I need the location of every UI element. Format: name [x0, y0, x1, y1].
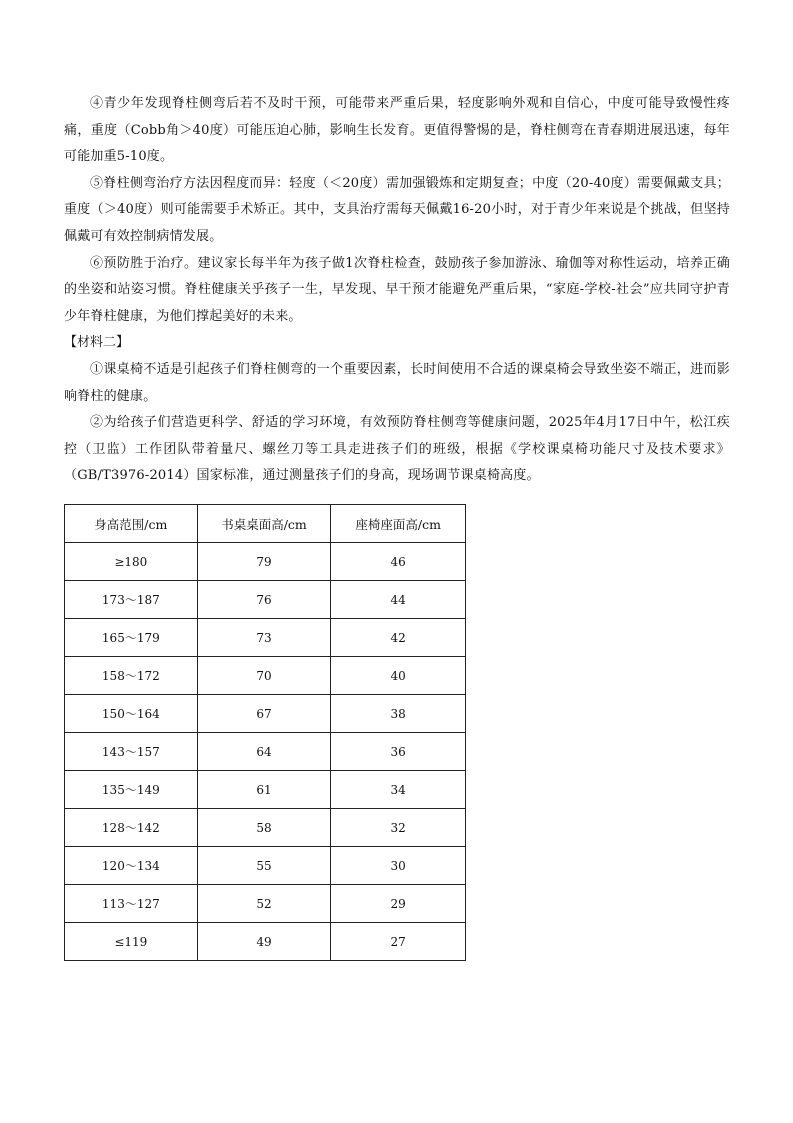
header-chair-height: 座椅座面高/cm — [331, 505, 466, 543]
table-row — [65, 923, 466, 961]
cell-height-range: 120～134 — [65, 847, 198, 885]
cell-desk-height: 73 — [197, 619, 331, 657]
cell-desk-height: 70 — [197, 657, 331, 695]
cell-chair-height: 44 — [331, 581, 466, 619]
cell-chair-height: 42 — [331, 619, 466, 657]
table-row — [65, 581, 466, 619]
cell-height-range: ≤119 — [65, 923, 198, 961]
table-row — [65, 695, 466, 733]
cell-height-range: 113～127 — [65, 885, 198, 923]
material-2-paragraph-2: ②为给孩子们营造更科学、舒适的学习环境，有效预防脊柱侧弯等健康问题，2025年4月17日中午，松江疾控（卫监）工作团队带着量尺、螺丝刀等工具走进孩子们的班级，根据《学校课桌椅功能尺寸及技术要求》（GB/T3976-2014）国家标准，通过测量孩子们的身高，现场调节课桌椅高度。 — [64, 415, 730, 484]
header-height-range: 身高范围/cm — [65, 505, 198, 543]
table-header-row — [65, 505, 466, 543]
cell-height-range: 135～149 — [65, 771, 198, 809]
cell-desk-height: 67 — [197, 695, 331, 733]
article-body — [64, 91, 730, 490]
cell-chair-height: 36 — [331, 733, 466, 771]
cell-desk-height: 49 — [197, 923, 331, 961]
cell-desk-height: 64 — [197, 733, 331, 771]
material-2-heading: 【材料二】 — [64, 335, 130, 351]
paragraph-6: ⑥预防胜于治疗。建议家长每半年为孩子做1次脊柱检查，鼓励孩子参加游泳、瑜伽等对称性运动，培养正确的坐姿和站姿习惯。脊柱健康关乎孩子一生，早发现、早干预才能避免严重后果，“家庭-学校-社会”应共同守护青少年脊柱健康，为他们撑起美好的未来。 — [64, 255, 730, 324]
table-row — [65, 733, 466, 771]
cell-height-range: 173～187 — [65, 581, 198, 619]
cell-desk-height: 55 — [197, 847, 331, 885]
cell-chair-height: 34 — [331, 771, 466, 809]
table-row — [65, 619, 466, 657]
cell-chair-height: 27 — [331, 923, 466, 961]
cell-desk-height: 76 — [197, 581, 331, 619]
cell-chair-height: 30 — [331, 847, 466, 885]
paragraph-4: ④青少年发现脊柱侧弯后若不及时干预，可能带来严重后果，轻度影响外观和自信心，中度可能导致慢性疼痛，重度（Cobb角＞40度）可能压迫心肺，影响生长发育。更值得警惕的是，脊柱侧弯在青春期进展迅速，每年可能加重5-10度。 — [64, 96, 730, 165]
table-row — [65, 657, 466, 695]
table-row — [65, 847, 466, 885]
header-desk-height: 书桌桌面高/cm — [197, 505, 331, 543]
paragraph-5: ⑤脊柱侧弯治疗方法因程度而异：轻度（＜20度）需加强锻炼和定期复查；中度（20-40度）需要佩戴支具；重度（＞40度）则可能需要手术矫正。其中，支具治疗需每天佩戴16-20小时，对于青少年来说是个挑战，但坚持佩戴可有效控制病情发展。 — [64, 175, 730, 244]
cell-chair-height: 46 — [331, 543, 466, 581]
table-row — [65, 543, 466, 581]
cell-desk-height: 58 — [197, 809, 331, 847]
table-row — [65, 885, 466, 923]
cell-chair-height: 32 — [331, 809, 466, 847]
cell-height-range: 128～142 — [65, 809, 198, 847]
cell-height-range: 150～164 — [65, 695, 198, 733]
cell-height-range: 158～172 — [65, 657, 198, 695]
desk-chair-height-table — [64, 504, 466, 961]
cell-chair-height: 38 — [331, 695, 466, 733]
cell-height-range: 165～179 — [65, 619, 198, 657]
table-row — [65, 809, 466, 847]
cell-desk-height: 79 — [197, 543, 331, 581]
cell-desk-height: 52 — [197, 885, 331, 923]
material-2-paragraph-1: ①课桌椅不适是引起孩子们脊柱侧弯的一个重要因素，长时间使用不合适的课桌椅会导致坐姿不端正，进而影响脊柱的健康。 — [64, 361, 730, 404]
cell-height-range: 143～157 — [65, 733, 198, 771]
cell-height-range: ≥180 — [65, 543, 198, 581]
cell-chair-height: 40 — [331, 657, 466, 695]
cell-chair-height: 29 — [331, 885, 466, 923]
cell-desk-height: 61 — [197, 771, 331, 809]
table-row — [65, 771, 466, 809]
